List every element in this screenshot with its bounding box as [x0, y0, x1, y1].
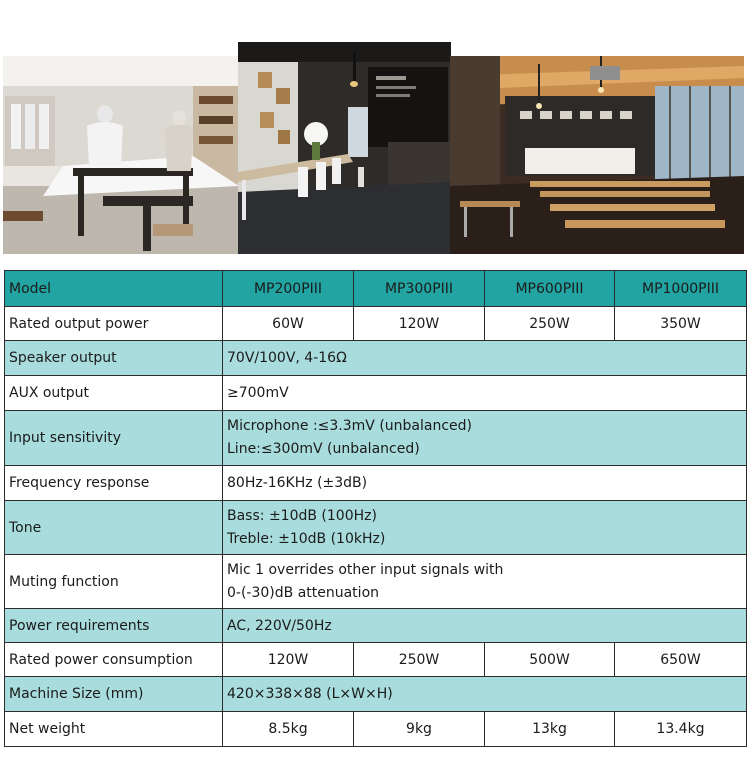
microphone-sensitivity: Microphone :≤3.3mV (unbalanced)	[227, 418, 472, 434]
net-weight-label: Net weight	[5, 712, 223, 747]
canteen-hall-photo	[450, 56, 744, 254]
clothing-store-photo	[3, 56, 239, 254]
line-sensitivity: Line:≤300mV (unbalanced)	[227, 441, 420, 457]
rated-output-power-value: 120W	[354, 307, 485, 341]
rated-output-power-row	[5, 307, 747, 341]
net-weight-row	[5, 712, 747, 747]
net-weight-value: 13.4kg	[615, 712, 747, 747]
power-requirements-value: AC, 220V/50Hz	[223, 609, 747, 643]
muting-line-2: 0-(-30)dB attenuation	[227, 584, 380, 601]
aux-output-row	[5, 376, 747, 411]
rated-output-power-value: 60W	[223, 307, 354, 341]
treble-value: Treble: ±10dB (10kHz)	[227, 530, 386, 547]
power-requirements-label: Power requirements	[5, 609, 223, 643]
frequency-response-label: Frequency response	[5, 466, 223, 501]
spec-table	[4, 270, 747, 747]
rated-power-consumption-row	[5, 643, 747, 677]
tone-label: Tone	[5, 501, 223, 555]
input-sensitivity-row	[5, 411, 747, 466]
rated-power-consumption-value: 120W	[223, 643, 354, 677]
model-mp600piii: MP600PIII	[485, 271, 615, 307]
machine-size-label: Machine Size (mm)	[5, 677, 223, 712]
rated-power-consumption-value: 250W	[354, 643, 485, 677]
speaker-output-row	[5, 341, 747, 376]
speaker-output-label: Speaker output	[5, 341, 223, 376]
rated-power-consumption-value: 650W	[615, 643, 747, 677]
muting-function-row	[5, 555, 747, 609]
rated-output-power-value: 250W	[485, 307, 615, 341]
rated-output-power-value: 350W	[615, 307, 747, 341]
rated-power-consumption-label: Rated power consumption	[5, 643, 223, 677]
header-row	[5, 271, 747, 307]
frequency-response-row	[5, 466, 747, 501]
aux-output-label: AUX output	[5, 376, 223, 411]
tone-row	[5, 501, 747, 555]
machine-size-value: 420×338×88 (L×W×H)	[223, 677, 747, 712]
muting-function-label: Muting function	[5, 555, 223, 609]
frequency-response-value: 80Hz-16KHz (±3dB)	[223, 466, 747, 501]
net-weight-value: 9kg	[354, 712, 485, 747]
speaker-output-value: 70V/100V, 4-16Ω	[223, 341, 747, 376]
rated-output-power-label: Rated output power	[5, 307, 223, 341]
input-sensitivity-label: Input sensitivity	[5, 411, 223, 466]
net-weight-value: 13kg	[485, 712, 615, 747]
model-label: Model	[5, 271, 223, 307]
model-mp200piii: MP200PIII	[223, 271, 354, 307]
tone-value	[223, 501, 747, 555]
input-sensitivity-value	[223, 411, 747, 466]
model-mp300piii: MP300PIII	[354, 271, 485, 307]
bass-value: Bass: ±10dB (100Hz)	[227, 507, 377, 524]
cafe-interior-photo	[238, 42, 451, 254]
power-requirements-row	[5, 609, 747, 643]
model-mp1000piii: MP1000PIII	[615, 271, 747, 307]
machine-size-row	[5, 677, 747, 712]
muting-line-1: Mic 1 overrides other input signals with	[227, 561, 504, 578]
rated-power-consumption-value: 500W	[485, 643, 615, 677]
aux-output-value: ≥700mV	[223, 376, 747, 411]
net-weight-value: 8.5kg	[223, 712, 354, 747]
muting-function-value	[223, 555, 747, 609]
